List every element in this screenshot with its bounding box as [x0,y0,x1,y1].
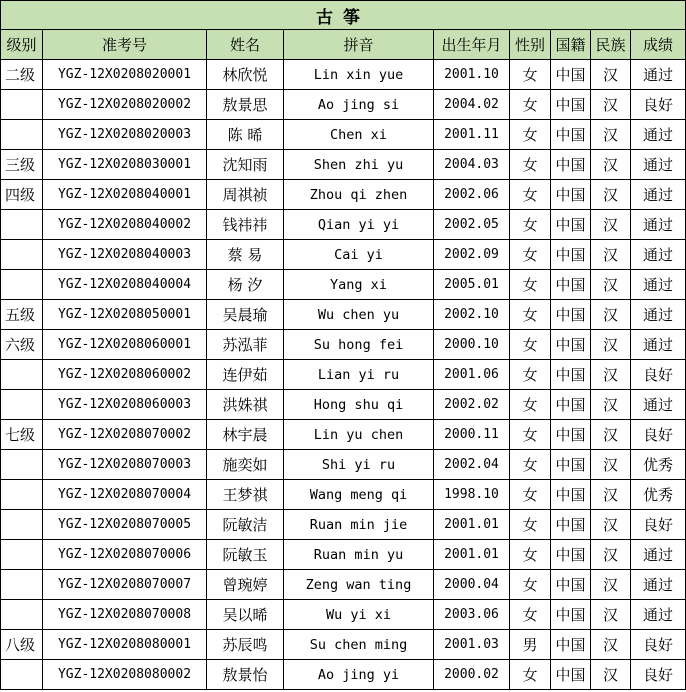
cell-ethnicity: 汉 [591,270,631,300]
cell-pinyin: Wu yi xi [284,600,434,630]
cell-birth: 2001.01 [434,540,510,570]
cell-name: 阮敏洁 [207,510,284,540]
cell-ethnicity: 汉 [591,210,631,240]
cell-nationality: 中国 [551,660,591,690]
cell-pinyin: Shi yi ru [284,450,434,480]
cell-exam-id: YGZ-12X0208070004 [43,480,207,510]
cell-exam-id: YGZ-12X0208020003 [43,120,207,150]
cell-grade: 良好 [631,360,686,390]
cell-grade: 通过 [631,390,686,420]
cell-gender: 女 [510,600,551,630]
header-nationality: 国籍 [551,30,591,60]
cell-name: 苏泓菲 [207,330,284,360]
cell-pinyin: Ruan min yu [284,540,434,570]
cell-gender: 女 [510,300,551,330]
cell-grade: 通过 [631,300,686,330]
table-row [1,120,686,150]
cell-level [1,360,43,390]
cell-pinyin: Su chen ming [284,630,434,660]
table-row [1,570,686,600]
cell-gender: 女 [510,60,551,90]
cell-pinyin: Wang meng qi [284,480,434,510]
cell-pinyin: Cai yi [284,240,434,270]
cell-birth: 2000.04 [434,570,510,600]
table-row [1,450,686,480]
cell-nationality: 中国 [551,330,591,360]
cell-exam-id: YGZ-12X0208020001 [43,60,207,90]
cell-level: 二级 [1,60,43,90]
table-title: 古筝 [1,1,686,30]
cell-pinyin: Lin xin yue [284,60,434,90]
cell-pinyin: Qian yi yi [284,210,434,240]
cell-pinyin: Su hong fei [284,330,434,360]
header-pinyin: 拼音 [284,30,434,60]
cell-exam-id: YGZ-12X0208040002 [43,210,207,240]
cell-gender: 女 [510,330,551,360]
cell-level: 三级 [1,150,43,180]
cell-birth: 1998.10 [434,480,510,510]
cell-grade: 通过 [631,210,686,240]
cell-grade: 良好 [631,660,686,690]
cell-gender: 女 [510,180,551,210]
cell-pinyin: Zhou qi zhen [284,180,434,210]
cell-birth: 2003.06 [434,600,510,630]
cell-exam-id: YGZ-12X0208060001 [43,330,207,360]
cell-ethnicity: 汉 [591,570,631,600]
cell-ethnicity: 汉 [591,300,631,330]
cell-level [1,240,43,270]
cell-grade: 通过 [631,180,686,210]
table-row [1,360,686,390]
table-row [1,630,686,660]
cell-name: 敖景思 [207,90,284,120]
cell-level [1,450,43,480]
cell-birth: 2002.06 [434,180,510,210]
table-row [1,270,686,300]
table-row [1,240,686,270]
cell-ethnicity: 汉 [591,630,631,660]
cell-name: 周祺祯 [207,180,284,210]
cell-gender: 女 [510,420,551,450]
cell-grade: 优秀 [631,480,686,510]
cell-level: 七级 [1,420,43,450]
cell-nationality: 中国 [551,240,591,270]
cell-ethnicity: 汉 [591,120,631,150]
cell-level [1,210,43,240]
cell-nationality: 中国 [551,360,591,390]
table-row [1,390,686,420]
cell-ethnicity: 汉 [591,360,631,390]
cell-pinyin: Yang xi [284,270,434,300]
cell-nationality: 中国 [551,180,591,210]
cell-ethnicity: 汉 [591,90,631,120]
cell-grade: 通过 [631,150,686,180]
cell-gender: 女 [510,480,551,510]
cell-ethnicity: 汉 [591,240,631,270]
cell-birth: 2004.03 [434,150,510,180]
table-row [1,510,686,540]
cell-pinyin: Ao jing yi [284,660,434,690]
cell-nationality: 中国 [551,480,591,510]
cell-pinyin: Chen xi [284,120,434,150]
cell-level [1,510,43,540]
cell-exam-id: YGZ-12X0208050001 [43,300,207,330]
cell-level [1,270,43,300]
cell-ethnicity: 汉 [591,60,631,90]
cell-birth: 2001.10 [434,60,510,90]
cell-ethnicity: 汉 [591,420,631,450]
cell-exam-id: YGZ-12X0208040004 [43,270,207,300]
cell-name: 敖景怡 [207,660,284,690]
cell-exam-id: YGZ-12X0208040001 [43,180,207,210]
cell-nationality: 中国 [551,270,591,300]
header-row [1,30,686,60]
cell-ethnicity: 汉 [591,480,631,510]
cell-level: 四级 [1,180,43,210]
cell-grade: 通过 [631,60,686,90]
cell-level [1,390,43,420]
header-exam-id: 准考号 [43,30,207,60]
table-row [1,330,686,360]
cell-exam-id: YGZ-12X0208060002 [43,360,207,390]
cell-exam-id: YGZ-12X0208070005 [43,510,207,540]
cell-level: 八级 [1,630,43,660]
cell-name: 洪姝祺 [207,390,284,420]
cell-name: 连伊茹 [207,360,284,390]
cell-exam-id: YGZ-12X0208080002 [43,660,207,690]
cell-name: 杨 汐 [207,270,284,300]
cell-gender: 女 [510,390,551,420]
cell-birth: 2001.06 [434,360,510,390]
cell-exam-id: YGZ-12X0208030001 [43,150,207,180]
cell-name: 王梦祺 [207,480,284,510]
cell-exam-id: YGZ-12X0208080001 [43,630,207,660]
cell-name: 林宇晨 [207,420,284,450]
cell-exam-id: YGZ-12X0208070006 [43,540,207,570]
cell-exam-id: YGZ-12X0208070008 [43,600,207,630]
table-row [1,180,686,210]
cell-gender: 女 [510,120,551,150]
cell-gender: 男 [510,630,551,660]
cell-exam-id: YGZ-12X0208060003 [43,390,207,420]
cell-birth: 2002.10 [434,300,510,330]
table-row [1,60,686,90]
cell-nationality: 中国 [551,540,591,570]
cell-gender: 女 [510,270,551,300]
cell-grade: 良好 [631,510,686,540]
cell-pinyin: Zeng wan ting [284,570,434,600]
cell-nationality: 中国 [551,150,591,180]
cell-nationality: 中国 [551,210,591,240]
header-birth: 出生年月 [434,30,510,60]
cell-birth: 2005.01 [434,270,510,300]
cell-birth: 2000.10 [434,330,510,360]
header-level: 级别 [1,30,43,60]
cell-level [1,600,43,630]
table-row [1,210,686,240]
cell-gender: 女 [510,450,551,480]
cell-grade: 优秀 [631,450,686,480]
table-row [1,600,686,630]
table-row [1,480,686,510]
cell-nationality: 中国 [551,390,591,420]
cell-level [1,570,43,600]
cell-ethnicity: 汉 [591,150,631,180]
cell-gender: 女 [510,150,551,180]
cell-ethnicity: 汉 [591,600,631,630]
cell-gender: 女 [510,540,551,570]
cell-birth: 2002.02 [434,390,510,420]
cell-nationality: 中国 [551,420,591,450]
cell-pinyin: Lian yi ru [284,360,434,390]
table-row [1,660,686,690]
cell-name: 钱祎祎 [207,210,284,240]
table-row [1,420,686,450]
cell-nationality: 中国 [551,630,591,660]
cell-birth: 2002.09 [434,240,510,270]
cell-grade: 通过 [631,600,686,630]
cell-nationality: 中国 [551,120,591,150]
cell-exam-id: YGZ-12X0208070007 [43,570,207,600]
cell-grade: 通过 [631,270,686,300]
cell-level [1,660,43,690]
cell-ethnicity: 汉 [591,510,631,540]
cell-level [1,120,43,150]
cell-birth: 2001.03 [434,630,510,660]
cell-grade: 良好 [631,90,686,120]
header-grade: 成绩 [631,30,686,60]
cell-ethnicity: 汉 [591,540,631,570]
cell-pinyin: Lin yu chen [284,420,434,450]
cell-grade: 通过 [631,120,686,150]
cell-exam-id: YGZ-12X0208070003 [43,450,207,480]
cell-level [1,540,43,570]
cell-name: 苏辰鸣 [207,630,284,660]
cell-grade: 通过 [631,330,686,360]
cell-gender: 女 [510,660,551,690]
header-ethnicity: 民族 [591,30,631,60]
cell-ethnicity: 汉 [591,390,631,420]
cell-birth: 2000.11 [434,420,510,450]
cell-nationality: 中国 [551,570,591,600]
cell-pinyin: Ruan min jie [284,510,434,540]
cell-level: 六级 [1,330,43,360]
cell-ethnicity: 汉 [591,450,631,480]
cell-nationality: 中国 [551,510,591,540]
cell-grade: 通过 [631,240,686,270]
cell-gender: 女 [510,360,551,390]
table-row [1,540,686,570]
cell-birth: 2002.05 [434,210,510,240]
cell-ethnicity: 汉 [591,330,631,360]
cell-grade: 良好 [631,420,686,450]
cell-nationality: 中国 [551,60,591,90]
cell-level [1,90,43,120]
cell-gender: 女 [510,510,551,540]
cell-ethnicity: 汉 [591,660,631,690]
cell-name: 吴晨瑜 [207,300,284,330]
cell-level: 五级 [1,300,43,330]
cell-name: 蔡 易 [207,240,284,270]
cell-birth: 2001.11 [434,120,510,150]
cell-exam-id: YGZ-12X0208020002 [43,90,207,120]
cell-ethnicity: 汉 [591,180,631,210]
cell-exam-id: YGZ-12X0208070002 [43,420,207,450]
cell-pinyin: Hong shu qi [284,390,434,420]
cell-name: 林欣悦 [207,60,284,90]
cell-pinyin: Ao jing si [284,90,434,120]
cell-birth: 2001.01 [434,510,510,540]
table-row [1,150,686,180]
table-row [1,300,686,330]
cell-name: 吴以晞 [207,600,284,630]
cell-name: 陈 晞 [207,120,284,150]
cell-name: 沈知雨 [207,150,284,180]
cell-exam-id: YGZ-12X0208040003 [43,240,207,270]
cell-name: 曾琬婷 [207,570,284,600]
cell-birth: 2002.04 [434,450,510,480]
cell-name: 阮敏玉 [207,540,284,570]
cell-grade: 通过 [631,570,686,600]
cell-gender: 女 [510,210,551,240]
cell-pinyin: Shen zhi yu [284,150,434,180]
cell-birth: 2000.02 [434,660,510,690]
cell-nationality: 中国 [551,90,591,120]
cell-nationality: 中国 [551,300,591,330]
header-gender: 性别 [510,30,551,60]
cell-pinyin: Wu chen yu [284,300,434,330]
cell-level [1,480,43,510]
cell-nationality: 中国 [551,450,591,480]
title-row [1,1,686,30]
cell-grade: 良好 [631,630,686,660]
cell-name: 施奕如 [207,450,284,480]
table-row [1,90,686,120]
cell-gender: 女 [510,90,551,120]
cell-nationality: 中国 [551,600,591,630]
cell-birth: 2004.02 [434,90,510,120]
cell-gender: 女 [510,570,551,600]
cell-gender: 女 [510,240,551,270]
header-name: 姓名 [207,30,284,60]
cell-grade: 通过 [631,540,686,570]
